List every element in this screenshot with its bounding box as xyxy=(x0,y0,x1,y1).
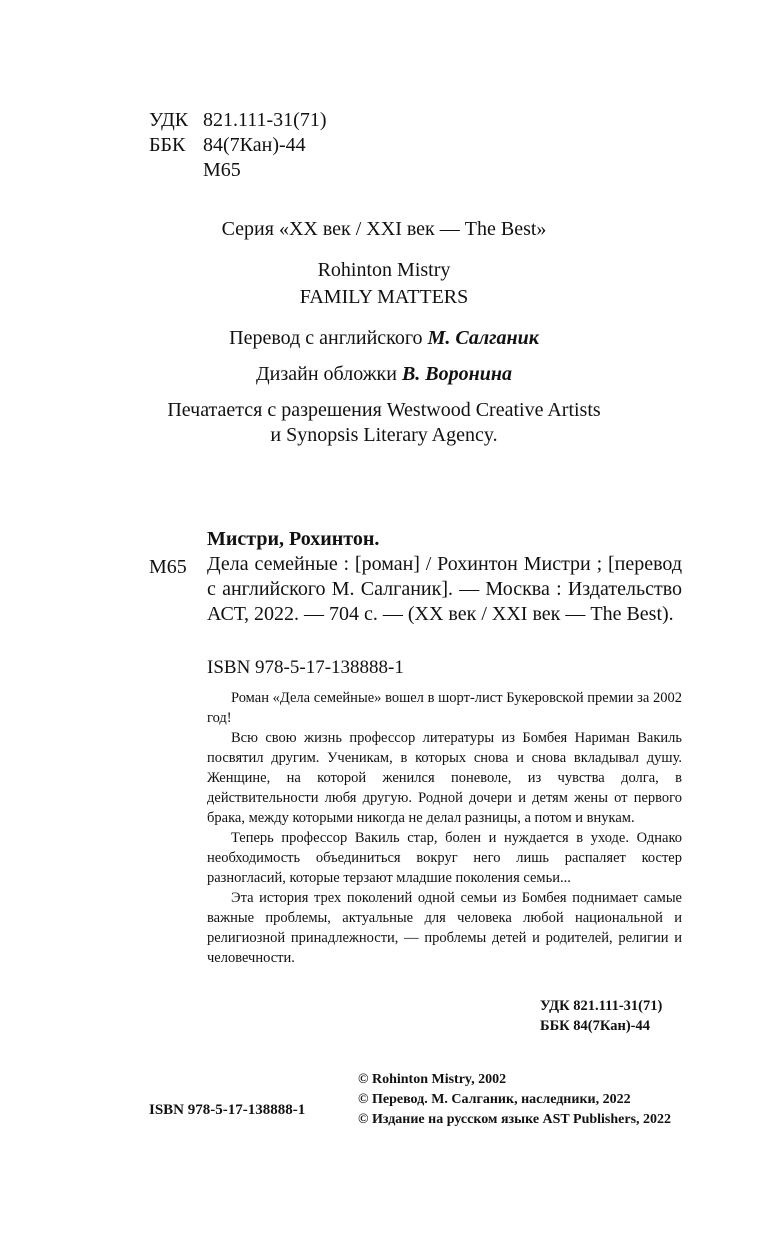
udk-row xyxy=(149,108,327,133)
annotation-paragraph: Всю свою жизнь профессор литературы из Бомбея Нариман Вакиль посвятил другим. Ученикам, в которых снова и снова вкладывал душу. Женщине, на которой женился поневоле, из чувства долга, в действительности любя другую. Родной дочери и детям жены от первого брака, между которыми никогда не делал разницы, а потом и внукам. xyxy=(207,730,682,826)
copyright-block xyxy=(358,1070,671,1130)
isbn-main: ISBN 978-5-17-138888-1 xyxy=(207,657,404,678)
udk-block xyxy=(149,108,327,183)
annotation-paragraph: Теперь профессор Вакиль стар, болен и нуждается в уходе. Однако необходимость объединиться вокруг него лишь распаляет костер разногласий, которые терзают младшие поколения семьи... xyxy=(207,830,682,886)
bbk-small: ББК 84(7Кан)-44 xyxy=(540,1018,650,1034)
original-title: FAMILY MATTERS xyxy=(299,286,469,308)
permission-line-1: Печатается с разрешения Westwood Creative Artists xyxy=(167,399,601,421)
udk-small-block xyxy=(540,996,662,1036)
author-code: М65 xyxy=(203,159,241,181)
udk-small: УДК 821.111-31(71) xyxy=(540,998,663,1014)
biblio-author: Мистри, Рохинтон. xyxy=(207,528,380,550)
copyright-line: © Перевод. М. Салганик, наследники, 2022 xyxy=(358,1092,631,1107)
annotation-paragraph: Роман «Дела семейные» вошел в шорт-лист Букеровской премии за 2002 год! xyxy=(207,690,682,726)
cover-design-line xyxy=(0,362,768,387)
bbk-value: 84(7Кан)-44 xyxy=(203,134,306,156)
bbk-row xyxy=(149,133,327,158)
bbk-label: ББК xyxy=(149,134,186,156)
copyright-line: © Rohinton Mistry, 2002 xyxy=(358,1072,507,1087)
translation-line xyxy=(0,326,768,351)
isbn-bottom: ISBN 978-5-17-138888-1 xyxy=(149,1102,306,1118)
designer-name: В. Воронина xyxy=(401,363,512,385)
translator-name: М. Салганик xyxy=(427,327,539,349)
udk-value: 821.111-31(71) xyxy=(203,109,327,131)
annotation-paragraph: Эта история трех поколений одной семьи из Бомбея поднимает самые важные проблемы, актуальные для человека любой национальной и религиозной принадлежности, — проблемы детей и родителей, религии и человечности. xyxy=(207,890,682,966)
series-line: Серия «XX век / XXI век — The Best» xyxy=(221,218,547,240)
annotation xyxy=(207,688,682,968)
biblio-code: М65 xyxy=(149,556,187,578)
udk-label: УДК xyxy=(149,109,189,131)
original-author: Rohinton Mistry xyxy=(317,259,451,281)
copyright-line: © Издание на русском языке AST Publishers, 2022 xyxy=(358,1112,672,1127)
permission-line-2: и Synopsis Literary Agency. xyxy=(270,424,498,446)
design-prefix: Дизайн обложки xyxy=(256,363,397,385)
translation-prefix: Перевод с английского xyxy=(229,327,423,349)
biblio-description: Дела семейные : [роман] / Рохинтон Мистри ; [перевод с английского М. Салганик]. — Москва : Издательство АСТ, 2022. — 704 с. — (XX век / XXI век — The Best). xyxy=(207,553,682,625)
author-code-row xyxy=(149,158,327,183)
permission-block xyxy=(0,398,768,448)
